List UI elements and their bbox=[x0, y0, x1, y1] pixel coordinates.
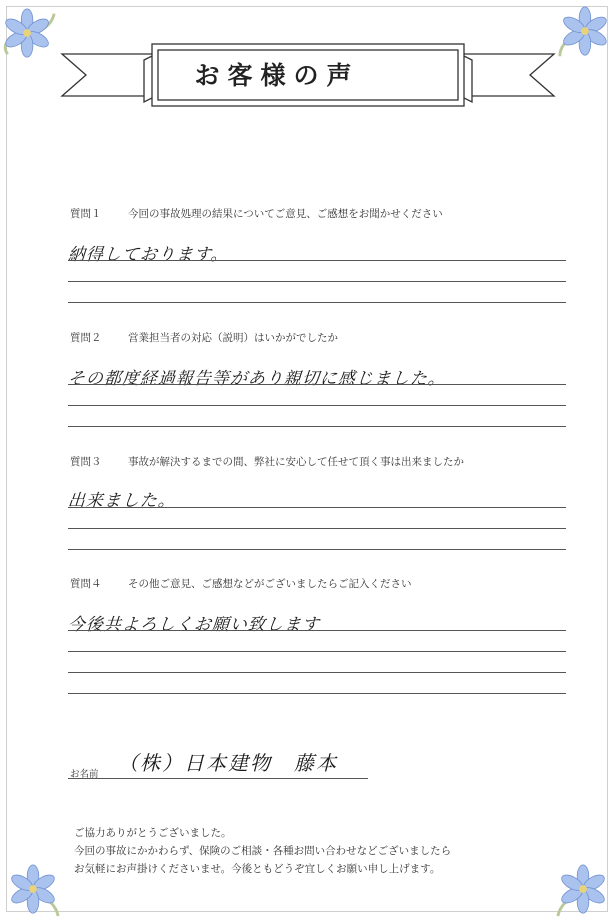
footer-line: お気軽にお声掛けくださいませ。今後ともどうぞ宜しくお願い申し上げます。 bbox=[74, 863, 441, 875]
rule-line bbox=[68, 302, 566, 303]
rule-line bbox=[68, 426, 566, 427]
question-3 bbox=[70, 454, 464, 469]
question-number: 質問２ bbox=[70, 332, 102, 344]
flower-decoration-icon bbox=[4, 860, 62, 918]
flower-decoration-icon bbox=[554, 860, 612, 918]
rule-line bbox=[68, 549, 566, 550]
question-text: 営業担当者の対応（説明）はいかがでしたか bbox=[128, 332, 338, 344]
question-2 bbox=[70, 330, 338, 345]
page-title: お客様の声 bbox=[194, 61, 360, 90]
footer-line: 今回の事故にかかわらず、保険のご相談・各種お問い合わせなどございましたら bbox=[74, 845, 452, 857]
footer-line: ご協力ありがとうございました。 bbox=[74, 827, 232, 839]
footer-message bbox=[74, 824, 451, 878]
rule-line bbox=[68, 405, 566, 406]
name-value: （株）日本建物 藤本 bbox=[118, 751, 338, 775]
question-text: 事故が解決するまでの間、弊社に安心して任せて頂く事は出来ましたか bbox=[128, 456, 464, 468]
question-number: 質問３ bbox=[70, 456, 102, 468]
rule-line bbox=[68, 630, 566, 631]
answer-2: その都度経過報告等があり親切に感じました。 bbox=[67, 369, 447, 389]
answer-1: 納得しております。 bbox=[67, 245, 230, 265]
question-1 bbox=[70, 206, 443, 221]
rule-line bbox=[68, 260, 566, 261]
rule-line bbox=[68, 281, 566, 282]
rule-line bbox=[68, 672, 566, 673]
question-text: 今回の事故処理の結果についてご意見、ご感想をお聞かせください bbox=[128, 208, 443, 220]
rule-line bbox=[68, 651, 566, 652]
rule-line bbox=[68, 507, 566, 508]
rule-line bbox=[68, 693, 566, 694]
rule-line bbox=[68, 384, 566, 385]
question-text: その他ご意見、ご感想などがございましたらご記入ください bbox=[128, 578, 412, 590]
answer-4: 今後共よろしくお願い致します bbox=[67, 615, 321, 635]
name-rule-line bbox=[68, 778, 368, 779]
answer-3: 出来ました。 bbox=[67, 491, 177, 511]
flower-decoration-icon bbox=[554, 4, 612, 62]
question-4 bbox=[70, 576, 412, 591]
name-label: お名前 bbox=[70, 769, 99, 780]
rule-line bbox=[68, 528, 566, 529]
flower-decoration-icon bbox=[0, 4, 58, 62]
question-number: 質問４ bbox=[70, 578, 102, 590]
question-number: 質問１ bbox=[70, 208, 102, 220]
